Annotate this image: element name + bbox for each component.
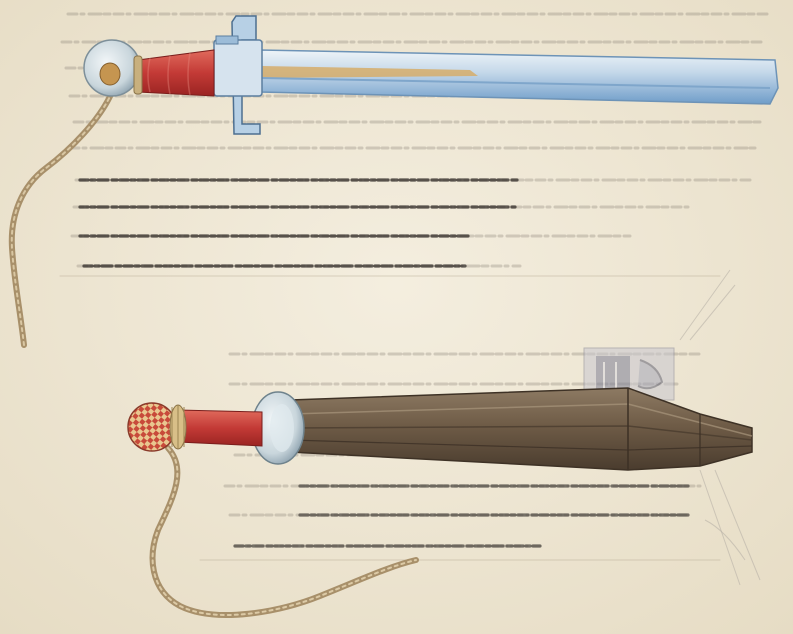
club-knob <box>128 403 186 451</box>
club-grip <box>175 410 262 446</box>
